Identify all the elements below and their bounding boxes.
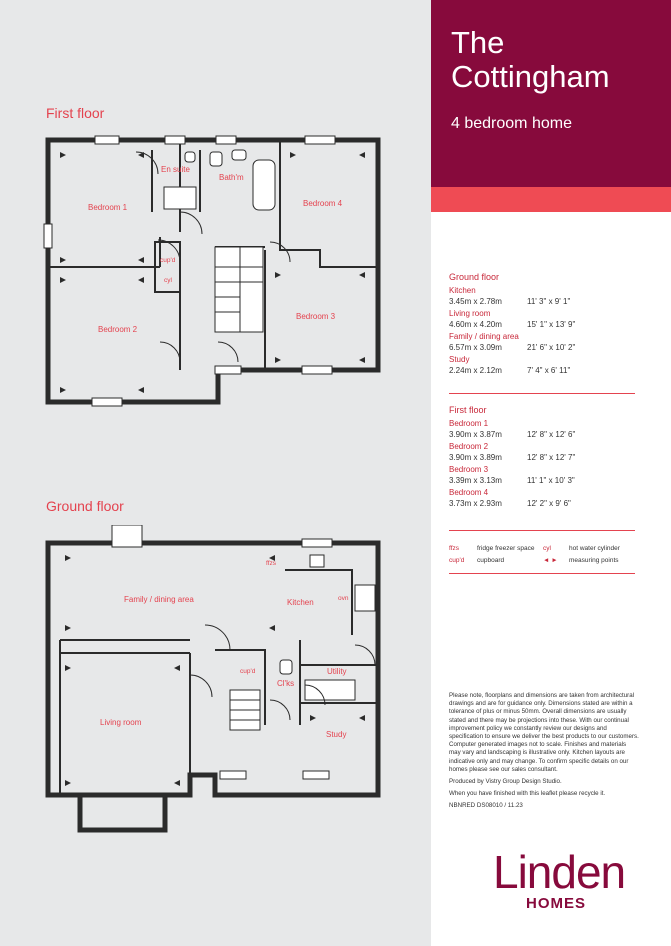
legend-value: measuring points <box>569 557 619 564</box>
label-family-dining: Family / dining area <box>124 595 194 604</box>
label-bathroom: Bath'm <box>219 173 244 182</box>
first-floor-dimensions <box>449 405 639 511</box>
label-living-room: Living room <box>100 718 142 727</box>
legend-key: cup'd <box>449 557 465 564</box>
label-bedroom-1: Bedroom 1 <box>88 203 128 212</box>
first-floor-plan <box>40 132 385 407</box>
room-imperial: 21' 6" x 10' 2" <box>527 343 576 352</box>
room-name: Bedroom 4 <box>449 488 489 497</box>
ground-dims-title: Ground floor <box>449 272 500 282</box>
label-kitchen: Kitchen <box>287 598 314 607</box>
ground-floor-plan <box>40 525 385 840</box>
recycle-text: When you have finished with this leaflet please recycle it. <box>449 790 606 798</box>
label-study: Study <box>326 730 347 739</box>
measuring-points-icon: ◄ ► <box>543 557 558 564</box>
ground-floor-dimensions <box>449 272 639 378</box>
info-panel <box>431 0 671 946</box>
dims-entry <box>449 488 639 509</box>
room-imperial: 12' 8" x 12' 6" <box>527 430 576 439</box>
dims-entry <box>449 332 639 353</box>
label-bedroom-2: Bedroom 2 <box>98 325 138 334</box>
title-line-1: The <box>451 25 505 60</box>
label-cupboard: cup'd <box>160 257 176 264</box>
room-metric: 3.73m x 2.93m <box>449 499 502 508</box>
room-name: Living room <box>449 309 491 318</box>
room-name: Kitchen <box>449 286 476 295</box>
room-metric: 3.45m x 2.78m <box>449 297 502 306</box>
room-imperial: 12' 8" x 12' 7" <box>527 453 576 462</box>
legend-value: hot water cylinder <box>569 545 620 552</box>
room-metric: 2.24m x 2.12m <box>449 366 502 375</box>
accent-stripe <box>431 187 671 212</box>
brand-logo: Linden <box>493 846 626 898</box>
label-oven: ovn <box>338 595 349 602</box>
dims-entry <box>449 309 639 330</box>
label-cupboard-ground: cup'd <box>240 668 256 675</box>
label-en-suite: En suite <box>161 165 190 174</box>
divider <box>449 573 635 574</box>
room-name: Bedroom 3 <box>449 465 489 474</box>
room-name: Family / dining area <box>449 332 519 341</box>
label-cloaks: Cl'ks <box>277 679 295 688</box>
page-title <box>451 26 610 94</box>
room-metric: 3.39m x 3.13m <box>449 476 502 485</box>
room-name: Study <box>449 355 470 364</box>
room-imperial: 11' 1" x 10' 3" <box>527 476 575 485</box>
produced-by-text: Produced by Vistry Group Design Studio. <box>449 778 562 786</box>
room-imperial: 7' 4" x 6' 11" <box>527 366 571 375</box>
title-line-2: Cottingham <box>451 59 610 94</box>
room-imperial: 11' 3" x 9' 1" <box>527 297 571 306</box>
reference-code: NBNRED DS08010 / 11.23 <box>449 802 523 810</box>
room-name: Bedroom 1 <box>449 419 489 428</box>
dims-entry <box>449 465 639 486</box>
first-floor-outer-wall <box>48 140 378 402</box>
ground-floor-heading: Ground floor <box>46 498 124 514</box>
dims-entry <box>449 286 639 307</box>
room-name: Bedroom 2 <box>449 442 489 451</box>
dims-entry <box>449 419 639 440</box>
legend-value: fridge freezer space <box>477 545 535 552</box>
title-banner <box>431 0 671 187</box>
legend <box>449 543 639 567</box>
divider <box>449 530 635 531</box>
brand-logo-sub: HOMES <box>526 895 587 912</box>
label-ffzs: ffzs <box>266 560 276 567</box>
room-metric: 4.60m x 4.20m <box>449 320 502 329</box>
dims-entry <box>449 442 639 463</box>
disclaimer-text: Please note, floorplans and dimensions are taken from architectural drawings and are for guidance only. Dimensions stated are within a tolerance of plus or minus 50mm. Overall dimensions are usually stated and there may be projections into these. With our continual improvement policy we constantly review our designs and specification to ensure we deliver the best products to our customers. Computer generated images not to scale. Finishes and materials may vary and landscaping is illustrative only. Kitchen layouts are indicative only and may change. To confirm specific details on our homes please see our sales consultant. <box>449 692 639 773</box>
label-bedroom-4: Bedroom 4 <box>303 199 343 208</box>
label-cylinder: cyl <box>164 277 172 284</box>
disclaimer-notes <box>449 692 639 815</box>
first-floor-heading: First floor <box>46 105 105 121</box>
dims-entry <box>449 355 639 376</box>
room-imperial: 15' 1" x 13' 9" <box>527 320 576 329</box>
room-imperial: 12' 2" x 9' 6" <box>527 499 571 508</box>
room-metric: 3.90m x 3.87m <box>449 430 502 439</box>
page-subtitle: 4 bedroom home <box>451 115 572 132</box>
label-utility: Utility <box>327 667 347 676</box>
divider <box>449 393 635 394</box>
legend-key: ffzs <box>449 545 459 552</box>
legend-value: cupboard <box>477 557 505 564</box>
room-metric: 6.57m x 3.09m <box>449 343 502 352</box>
first-dims-title: First floor <box>449 405 487 415</box>
legend-key: cyl <box>543 545 551 552</box>
label-bedroom-3: Bedroom 3 <box>296 312 336 321</box>
room-metric: 3.90m x 3.89m <box>449 453 502 462</box>
